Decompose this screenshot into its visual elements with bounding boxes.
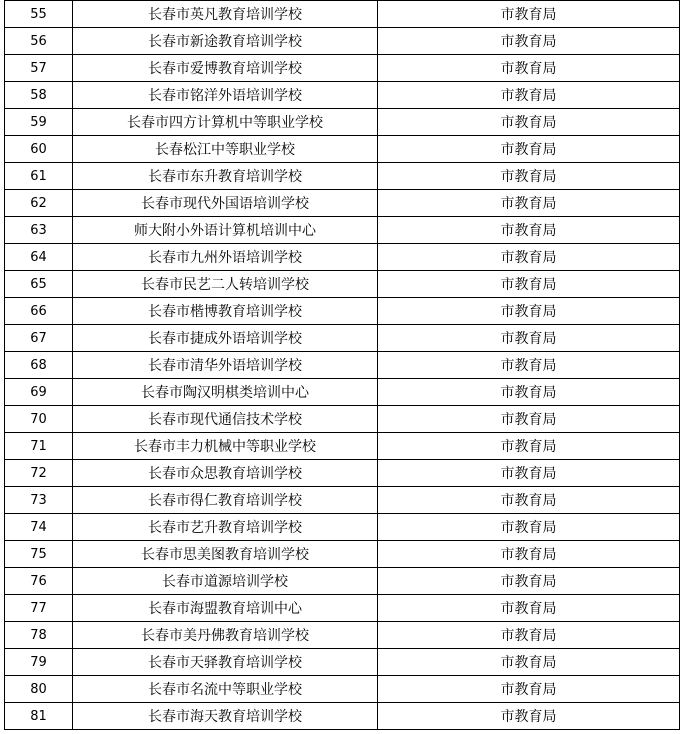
table-row (5, 460, 680, 487)
institution-table (4, 0, 680, 730)
authority-cell: 市教育局 (378, 163, 680, 190)
authority-cell: 市教育局 (378, 433, 680, 460)
row-number-cell: 78 (5, 622, 73, 649)
table-row (5, 622, 680, 649)
institution-name-cell: 长春市名流中等职业学校 (73, 676, 378, 703)
table-row (5, 109, 680, 136)
row-number-cell: 58 (5, 82, 73, 109)
row-number-cell: 67 (5, 325, 73, 352)
table-row (5, 379, 680, 406)
row-number-cell: 72 (5, 460, 73, 487)
authority-cell: 市教育局 (378, 352, 680, 379)
authority-cell: 市教育局 (378, 595, 680, 622)
row-number-cell: 65 (5, 271, 73, 298)
institution-name-cell: 长春市九州外语培训学校 (73, 244, 378, 271)
table-row (5, 55, 680, 82)
authority-cell: 市教育局 (378, 1, 680, 28)
institution-table-body (5, 1, 680, 730)
institution-name-cell: 长春市海天教育培训学校 (73, 703, 378, 730)
institution-name-cell: 长春市得仁教育培训学校 (73, 487, 378, 514)
authority-cell: 市教育局 (378, 514, 680, 541)
institution-name-cell: 长春市陶汉明棋类培训中心 (73, 379, 378, 406)
authority-cell: 市教育局 (378, 676, 680, 703)
row-number-cell: 56 (5, 28, 73, 55)
institution-name-cell: 长春市英凡教育培训学校 (73, 1, 378, 28)
table-row (5, 325, 680, 352)
institution-name-cell: 长春市众思教育培训学校 (73, 460, 378, 487)
authority-cell: 市教育局 (378, 244, 680, 271)
table-row (5, 676, 680, 703)
table-row (5, 433, 680, 460)
institution-name-cell: 长春市清华外语培训学校 (73, 352, 378, 379)
table-row (5, 244, 680, 271)
authority-cell: 市教育局 (378, 703, 680, 730)
institution-name-cell: 长春市道源培训学校 (73, 568, 378, 595)
table-row (5, 82, 680, 109)
table-row (5, 595, 680, 622)
row-number-cell: 63 (5, 217, 73, 244)
authority-cell: 市教育局 (378, 379, 680, 406)
institution-name-cell: 长春市爱博教育培训学校 (73, 55, 378, 82)
table-row (5, 28, 680, 55)
row-number-cell: 64 (5, 244, 73, 271)
row-number-cell: 76 (5, 568, 73, 595)
authority-cell: 市教育局 (378, 109, 680, 136)
table-row (5, 271, 680, 298)
institution-name-cell: 长春市东升教育培训学校 (73, 163, 378, 190)
table-row (5, 649, 680, 676)
authority-cell: 市教育局 (378, 406, 680, 433)
institution-name-cell: 长春松江中等职业学校 (73, 136, 378, 163)
table-row (5, 298, 680, 325)
institution-name-cell: 长春市天驿教育培训学校 (73, 649, 378, 676)
authority-cell: 市教育局 (378, 271, 680, 298)
authority-cell: 市教育局 (378, 487, 680, 514)
table-row (5, 136, 680, 163)
row-number-cell: 79 (5, 649, 73, 676)
institution-name-cell: 长春市新途教育培训学校 (73, 28, 378, 55)
institution-name-cell: 长春市艺升教育培训学校 (73, 514, 378, 541)
institution-name-cell: 长春市思美图教育培训学校 (73, 541, 378, 568)
row-number-cell: 80 (5, 676, 73, 703)
table-row (5, 190, 680, 217)
authority-cell: 市教育局 (378, 55, 680, 82)
authority-cell: 市教育局 (378, 568, 680, 595)
institution-name-cell: 长春市美丹佛教育培训学校 (73, 622, 378, 649)
authority-cell: 市教育局 (378, 136, 680, 163)
institution-name-cell: 长春市海盟教育培训中心 (73, 595, 378, 622)
row-number-cell: 73 (5, 487, 73, 514)
institution-name-cell: 长春市楷博教育培训学校 (73, 298, 378, 325)
authority-cell: 市教育局 (378, 190, 680, 217)
authority-cell: 市教育局 (378, 217, 680, 244)
row-number-cell: 71 (5, 433, 73, 460)
row-number-cell: 75 (5, 541, 73, 568)
authority-cell: 市教育局 (378, 460, 680, 487)
row-number-cell: 61 (5, 163, 73, 190)
authority-cell: 市教育局 (378, 28, 680, 55)
row-number-cell: 66 (5, 298, 73, 325)
row-number-cell: 81 (5, 703, 73, 730)
row-number-cell: 68 (5, 352, 73, 379)
row-number-cell: 59 (5, 109, 73, 136)
table-row (5, 406, 680, 433)
institution-name-cell: 师大附小外语计算机培训中心 (73, 217, 378, 244)
institution-name-cell: 长春市丰力机械中等职业学校 (73, 433, 378, 460)
institution-name-cell: 长春市捷成外语培训学校 (73, 325, 378, 352)
institution-name-cell: 长春市民艺二人转培训学校 (73, 271, 378, 298)
row-number-cell: 57 (5, 55, 73, 82)
row-number-cell: 74 (5, 514, 73, 541)
table-row (5, 541, 680, 568)
table-row (5, 352, 680, 379)
table-row (5, 487, 680, 514)
row-number-cell: 62 (5, 190, 73, 217)
authority-cell: 市教育局 (378, 298, 680, 325)
institution-name-cell: 长春市现代外国语培训学校 (73, 190, 378, 217)
institution-name-cell: 长春市现代通信技术学校 (73, 406, 378, 433)
institution-name-cell: 长春市铭洋外语培训学校 (73, 82, 378, 109)
table-row (5, 163, 680, 190)
row-number-cell: 55 (5, 1, 73, 28)
row-number-cell: 69 (5, 379, 73, 406)
authority-cell: 市教育局 (378, 82, 680, 109)
table-row (5, 568, 680, 595)
row-number-cell: 70 (5, 406, 73, 433)
row-number-cell: 77 (5, 595, 73, 622)
authority-cell: 市教育局 (378, 541, 680, 568)
table-row (5, 217, 680, 244)
authority-cell: 市教育局 (378, 325, 680, 352)
table-row (5, 514, 680, 541)
table-row (5, 703, 680, 730)
table-row (5, 1, 680, 28)
row-number-cell: 60 (5, 136, 73, 163)
authority-cell: 市教育局 (378, 649, 680, 676)
authority-cell: 市教育局 (378, 622, 680, 649)
institution-name-cell: 长春市四方计算机中等职业学校 (73, 109, 378, 136)
